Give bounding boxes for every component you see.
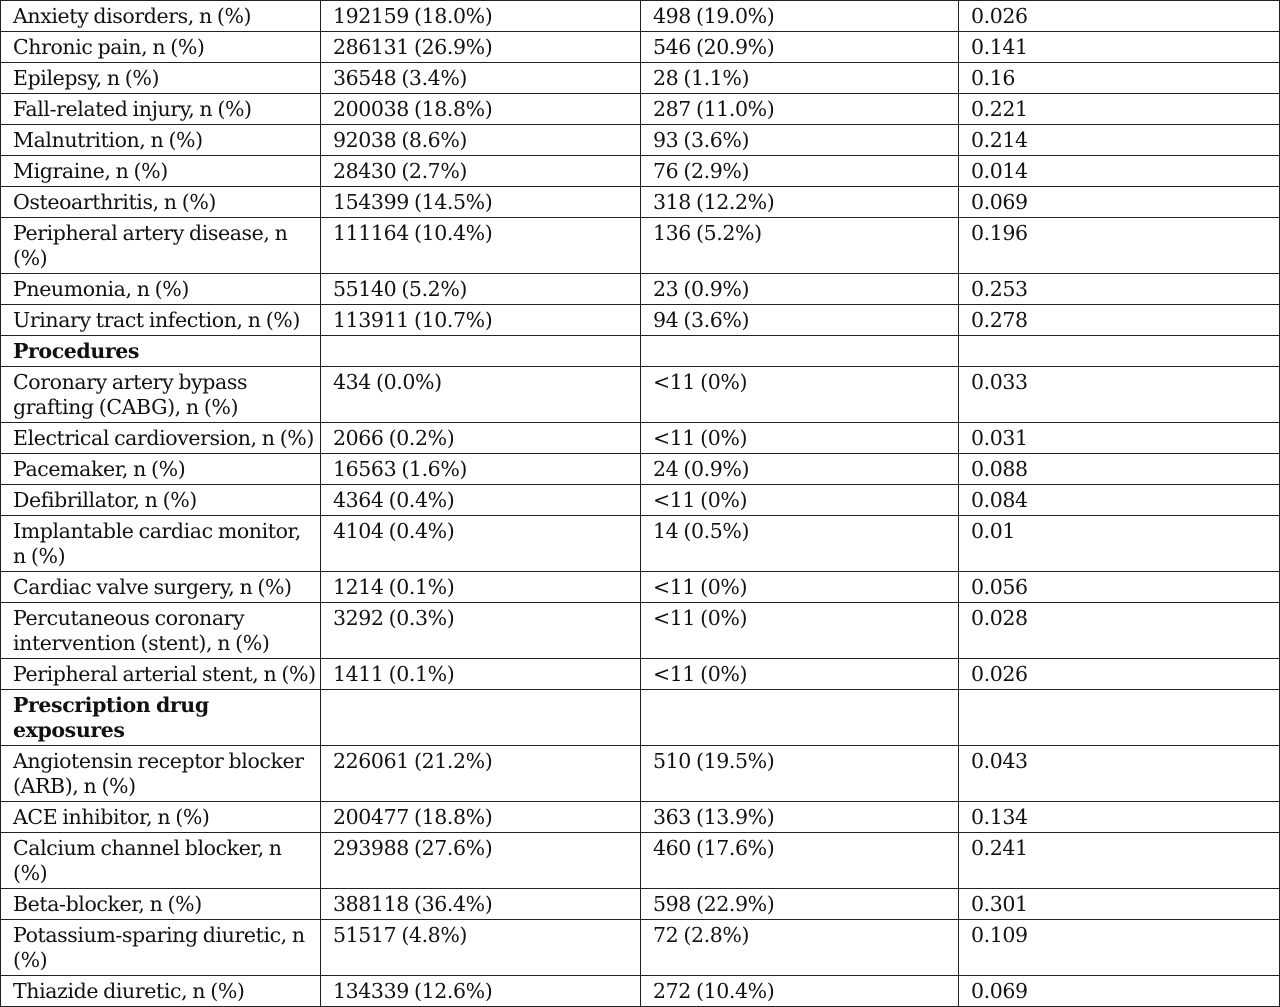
standardized-difference-cell — [959, 336, 1280, 367]
table-row — [1, 367, 1280, 423]
overall-cohort-cell: 286131 (26.9%) — [321, 32, 641, 63]
row-label-cell: Chronic pain, n (%) — [1, 32, 321, 63]
table-row — [1, 746, 1280, 802]
comparison-cohort-cell: 510 (19.5%) — [641, 746, 959, 802]
row-label-cell: Potassium-sparing diuretic, n (%) — [1, 920, 321, 976]
standardized-difference-cell: 0.026 — [959, 1, 1280, 32]
overall-cohort-cell: 16563 (1.6%) — [321, 454, 641, 485]
standardized-difference-cell: 0.01 — [959, 516, 1280, 572]
table-row — [1, 187, 1280, 218]
table-row — [1, 94, 1280, 125]
row-label-cell: Implantable cardiac monitor, n (%) — [1, 516, 321, 572]
table-row — [1, 454, 1280, 485]
standardized-difference-cell: 0.241 — [959, 833, 1280, 889]
row-label-cell: Angiotensin receptor blocker (ARB), n (%) — [1, 746, 321, 802]
standardized-difference-cell: 0.196 — [959, 218, 1280, 274]
standardized-difference-cell: 0.134 — [959, 802, 1280, 833]
standardized-difference-cell: 0.056 — [959, 572, 1280, 603]
table-row — [1, 1, 1280, 32]
table-row — [1, 32, 1280, 63]
row-label-cell: Fall-related injury, n (%) — [1, 94, 321, 125]
overall-cohort-cell: 226061 (21.2%) — [321, 746, 641, 802]
table-row — [1, 156, 1280, 187]
overall-cohort-cell: 51517 (4.8%) — [321, 920, 641, 976]
standardized-difference-cell: 0.069 — [959, 187, 1280, 218]
standardized-difference-cell: 0.031 — [959, 423, 1280, 454]
overall-cohort-cell: 293988 (27.6%) — [321, 833, 641, 889]
row-label-cell: Pacemaker, n (%) — [1, 454, 321, 485]
section-header-row — [1, 690, 1280, 746]
standardized-difference-cell: 0.16 — [959, 63, 1280, 94]
comparison-cohort-cell: <11 (0%) — [641, 367, 959, 423]
table-row — [1, 274, 1280, 305]
row-label-cell: Migraine, n (%) — [1, 156, 321, 187]
row-label-cell: Cardiac valve surgery, n (%) — [1, 572, 321, 603]
comparison-cohort-cell: 363 (13.9%) — [641, 802, 959, 833]
table-row — [1, 920, 1280, 976]
row-label-cell: Calcium channel blocker, n (%) — [1, 833, 321, 889]
table-row — [1, 603, 1280, 659]
overall-cohort-cell: 2066 (0.2%) — [321, 423, 641, 454]
table-row — [1, 833, 1280, 889]
row-label-cell: Epilepsy, n (%) — [1, 63, 321, 94]
row-label-cell: Peripheral arterial stent, n (%) — [1, 659, 321, 690]
table-body — [1, 1, 1280, 1007]
standardized-difference-cell: 0.278 — [959, 305, 1280, 336]
table-row — [1, 516, 1280, 572]
row-label-cell: Peripheral artery disease, n (%) — [1, 218, 321, 274]
row-label-cell: Procedures — [1, 336, 321, 367]
row-label-cell: Malnutrition, n (%) — [1, 125, 321, 156]
overall-cohort-cell: 388118 (36.4%) — [321, 889, 641, 920]
overall-cohort-cell: 92038 (8.6%) — [321, 125, 641, 156]
comparison-cohort-cell: 546 (20.9%) — [641, 32, 959, 63]
comparison-cohort-cell: <11 (0%) — [641, 603, 959, 659]
standardized-difference-cell: 0.084 — [959, 485, 1280, 516]
standardized-difference-cell: 0.301 — [959, 889, 1280, 920]
table-row — [1, 305, 1280, 336]
overall-cohort-cell: 55140 (5.2%) — [321, 274, 641, 305]
standardized-difference-cell: 0.033 — [959, 367, 1280, 423]
row-label-cell: Pneumonia, n (%) — [1, 274, 321, 305]
comparison-cohort-cell — [641, 690, 959, 746]
comparison-cohort-cell: 23 (0.9%) — [641, 274, 959, 305]
row-label-cell: Beta-blocker, n (%) — [1, 889, 321, 920]
overall-cohort-cell: 4104 (0.4%) — [321, 516, 641, 572]
section-header-row — [1, 336, 1280, 367]
row-label-cell: Anxiety disorders, n (%) — [1, 1, 321, 32]
overall-cohort-cell: 36548 (3.4%) — [321, 63, 641, 94]
row-label-cell: Osteoarthritis, n (%) — [1, 187, 321, 218]
comparison-cohort-cell: 28 (1.1%) — [641, 63, 959, 94]
row-label-cell: Defibrillator, n (%) — [1, 485, 321, 516]
comparison-cohort-cell: <11 (0%) — [641, 423, 959, 454]
standardized-difference-cell: 0.043 — [959, 746, 1280, 802]
table-row — [1, 659, 1280, 690]
table-row — [1, 889, 1280, 920]
table-row — [1, 976, 1280, 1007]
standardized-difference-cell: 0.253 — [959, 274, 1280, 305]
comparison-cohort-cell: 498 (19.0%) — [641, 1, 959, 32]
comparison-cohort-cell: 14 (0.5%) — [641, 516, 959, 572]
comparison-cohort-cell: 272 (10.4%) — [641, 976, 959, 1007]
table-row — [1, 125, 1280, 156]
row-label-cell: Urinary tract infection, n (%) — [1, 305, 321, 336]
row-label-cell: ACE inhibitor, n (%) — [1, 802, 321, 833]
comparison-cohort-cell — [641, 336, 959, 367]
comparison-cohort-cell: <11 (0%) — [641, 485, 959, 516]
comparison-cohort-cell: 72 (2.8%) — [641, 920, 959, 976]
overall-cohort-cell — [321, 690, 641, 746]
row-label-cell: Thiazide diuretic, n (%) — [1, 976, 321, 1007]
comparison-cohort-cell: 598 (22.9%) — [641, 889, 959, 920]
comparison-cohort-cell: 460 (17.6%) — [641, 833, 959, 889]
table-row — [1, 802, 1280, 833]
standardized-difference-cell: 0.109 — [959, 920, 1280, 976]
table-row — [1, 63, 1280, 94]
overall-cohort-cell: 4364 (0.4%) — [321, 485, 641, 516]
table-row — [1, 485, 1280, 516]
overall-cohort-cell: 200477 (18.8%) — [321, 802, 641, 833]
standardized-difference-cell: 0.088 — [959, 454, 1280, 485]
table-row — [1, 218, 1280, 274]
overall-cohort-cell — [321, 336, 641, 367]
standardized-difference-cell: 0.014 — [959, 156, 1280, 187]
standardized-difference-cell: 0.141 — [959, 32, 1280, 63]
comparison-cohort-cell: 76 (2.9%) — [641, 156, 959, 187]
standardized-difference-cell: 0.026 — [959, 659, 1280, 690]
comparison-cohort-cell: 94 (3.6%) — [641, 305, 959, 336]
overall-cohort-cell: 1411 (0.1%) — [321, 659, 641, 690]
standardized-difference-cell — [959, 690, 1280, 746]
overall-cohort-cell: 134339 (12.6%) — [321, 976, 641, 1007]
comparison-cohort-cell: <11 (0%) — [641, 572, 959, 603]
overall-cohort-cell: 192159 (18.0%) — [321, 1, 641, 32]
standardized-difference-cell: 0.069 — [959, 976, 1280, 1007]
comparison-cohort-cell: 93 (3.6%) — [641, 125, 959, 156]
overall-cohort-cell: 111164 (10.4%) — [321, 218, 641, 274]
overall-cohort-cell: 28430 (2.7%) — [321, 156, 641, 187]
standardized-difference-cell: 0.221 — [959, 94, 1280, 125]
comparison-cohort-cell: 287 (11.0%) — [641, 94, 959, 125]
overall-cohort-cell: 434 (0.0%) — [321, 367, 641, 423]
comparison-cohort-cell: 318 (12.2%) — [641, 187, 959, 218]
row-label-cell: Percutaneous coronary intervention (stent), n (%) — [1, 603, 321, 659]
row-label-cell: Prescription drug exposures — [1, 690, 321, 746]
table-row — [1, 572, 1280, 603]
overall-cohort-cell: 200038 (18.8%) — [321, 94, 641, 125]
standardized-difference-cell: 0.214 — [959, 125, 1280, 156]
comparison-cohort-cell: 24 (0.9%) — [641, 454, 959, 485]
overall-cohort-cell: 113911 (10.7%) — [321, 305, 641, 336]
comparison-cohort-cell: <11 (0%) — [641, 659, 959, 690]
overall-cohort-cell: 3292 (0.3%) — [321, 603, 641, 659]
table-row — [1, 423, 1280, 454]
standardized-difference-cell: 0.028 — [959, 603, 1280, 659]
overall-cohort-cell: 1214 (0.1%) — [321, 572, 641, 603]
row-label-cell: Coronary artery bypass grafting (CABG), n (%) — [1, 367, 321, 423]
row-label-cell: Electrical cardioversion, n (%) — [1, 423, 321, 454]
comparison-cohort-cell: 136 (5.2%) — [641, 218, 959, 274]
overall-cohort-cell: 154399 (14.5%) — [321, 187, 641, 218]
